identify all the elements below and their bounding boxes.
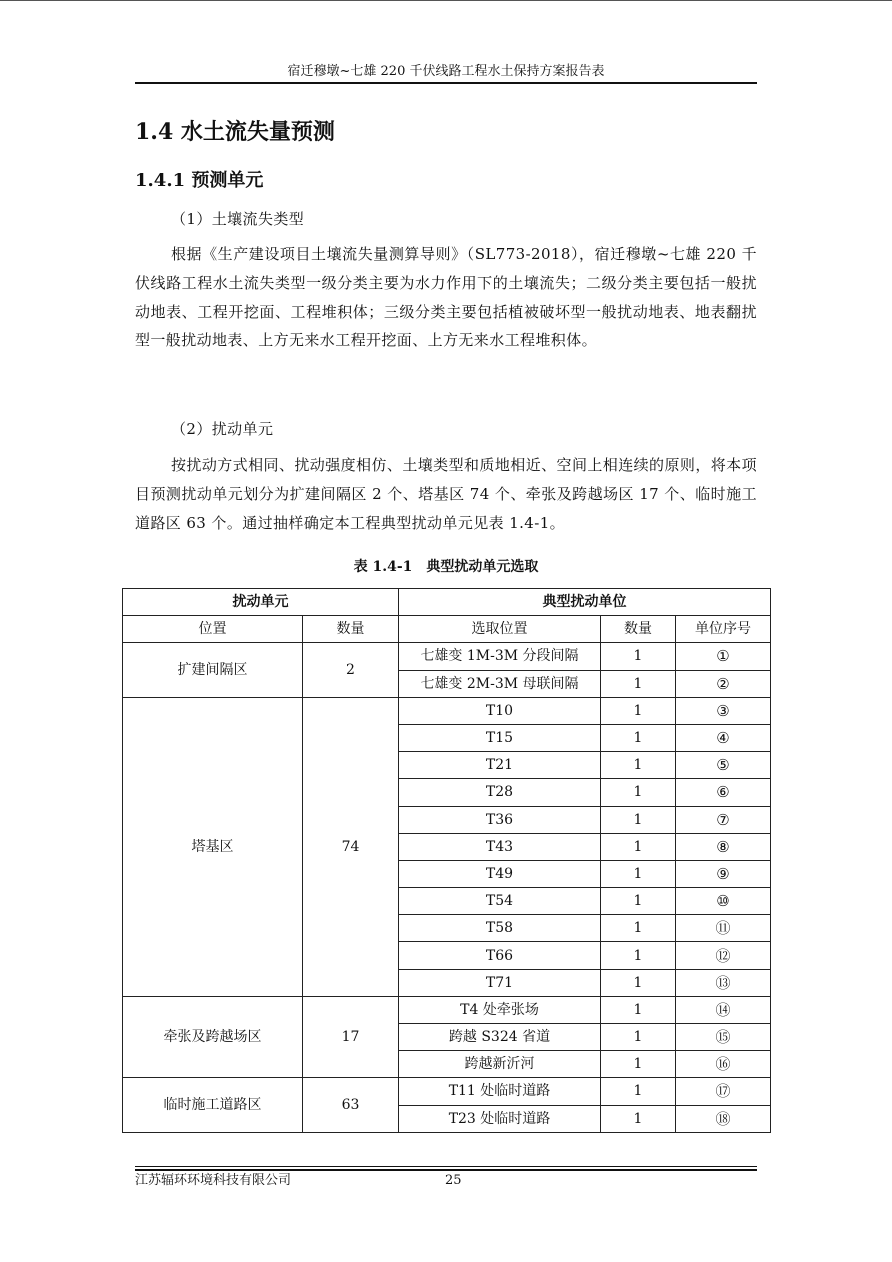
- cell-seq: ①: [676, 643, 771, 670]
- cell-count: 2: [303, 643, 399, 697]
- cell-seq: ⑭: [676, 996, 771, 1023]
- cell-qty: 1: [601, 833, 676, 860]
- cell-site: T36: [399, 806, 601, 833]
- cell-seq: ⑱: [676, 1105, 771, 1132]
- footer-rule-thin: [135, 1166, 757, 1167]
- cell-seq: ⑦: [676, 806, 771, 833]
- column-header-count: 数量: [303, 616, 399, 643]
- cell-qty: 1: [601, 860, 676, 887]
- cell-site: T11 处临时道路: [399, 1078, 601, 1105]
- item2-body: 按扰动方式相同、扰动强度相仿、土壤类型和质地相近、空间上相连续的原则，将本项目预测扰动单元划分为扩建间隔区 2 个、塔基区 74 个、牵张及跨越场区 17 个、临时施工道路区 63 个。通过抽样确定本工程典型扰动单元见表 1.4-1。: [135, 456, 757, 532]
- group-header-typical-unit: 典型扰动单位: [399, 589, 771, 616]
- cell-site: 七雄变 2M-3M 母联间隔: [399, 670, 601, 697]
- cell-count: 63: [303, 1078, 399, 1132]
- cell-site: T66: [399, 942, 601, 969]
- cell-qty: 1: [601, 1024, 676, 1051]
- page-top-border: [0, 0, 892, 1]
- cell-qty: 1: [601, 1078, 676, 1105]
- disturbance-units-table: [122, 588, 771, 1133]
- cell-qty: 1: [601, 697, 676, 724]
- table-row: [123, 643, 771, 670]
- cell-site: 跨越 S324 省道: [399, 1024, 601, 1051]
- cell-qty: 1: [601, 752, 676, 779]
- cell-qty: 1: [601, 1051, 676, 1078]
- table-group-header-row: [123, 589, 771, 616]
- cell-site: 七雄变 1M-3M 分段间隔: [399, 643, 601, 670]
- cell-seq: ③: [676, 697, 771, 724]
- cell-qty: 1: [601, 888, 676, 915]
- cell-qty: 1: [601, 969, 676, 996]
- cell-count: 74: [303, 697, 399, 996]
- cell-count: 17: [303, 996, 399, 1078]
- item2-title: （2）扰动单元: [171, 420, 274, 438]
- cell-site: T21: [399, 752, 601, 779]
- column-header-location: 位置: [123, 616, 303, 643]
- table-row: [123, 697, 771, 724]
- cell-seq: ⑪: [676, 915, 771, 942]
- table-column-header-row: [123, 616, 771, 643]
- cell-qty: 1: [601, 779, 676, 806]
- cell-qty: 1: [601, 996, 676, 1023]
- cell-seq: ⑧: [676, 833, 771, 860]
- cell-qty: 1: [601, 643, 676, 670]
- cell-location: 临时施工道路区: [123, 1078, 303, 1132]
- cell-qty: 1: [601, 724, 676, 751]
- table-caption: 表 1.4-1 典型扰动单元选取: [353, 559, 539, 575]
- group-header-disturbance-unit: 扰动单元: [123, 589, 399, 616]
- cell-qty: 1: [601, 670, 676, 697]
- cell-site: T4 处牵张场: [399, 996, 601, 1023]
- item1-body: 根据《生产建设项目土壤流失量测算导则》（SL773-2018），宿迁穆墩~七雄 220 千伏线路工程水土流失类型一级分类主要为水力作用下的土壤流失；二级分类主要包括一般扰动地表、工程开挖面、工程堆积体；三级分类主要包括植被破坏型一般扰动地表、地表翻扰型一般扰动地表、上方无来水工程开挖面、上方无来水工程堆积体。: [135, 245, 757, 350]
- cell-qty: 1: [601, 806, 676, 833]
- cell-seq: ⑨: [676, 860, 771, 887]
- cell-seq: ⑰: [676, 1078, 771, 1105]
- cell-qty: 1: [601, 1105, 676, 1132]
- footer-company: 江苏辐环环境科技有限公司: [135, 1173, 292, 1188]
- cell-location: 扩建间隔区: [123, 643, 303, 697]
- cell-location: 塔基区: [123, 697, 303, 996]
- footer-rule-thick: [135, 1169, 757, 1171]
- column-header-qty: 数量: [601, 616, 676, 643]
- cell-qty: 1: [601, 915, 676, 942]
- cell-seq: ⑬: [676, 969, 771, 996]
- cell-site: 跨越新沂河: [399, 1051, 601, 1078]
- cell-seq: ⑤: [676, 752, 771, 779]
- column-header-seq: 单位序号: [676, 616, 771, 643]
- table-row: [123, 996, 771, 1023]
- subsection-heading: 1.4.1 预测单元: [135, 170, 264, 191]
- cell-site: T54: [399, 888, 601, 915]
- cell-site: T71: [399, 969, 601, 996]
- cell-site: T15: [399, 724, 601, 751]
- running-header: 宿迁穆墩~七雄 220 千伏线路工程水土保持方案报告表: [287, 64, 605, 79]
- cell-seq: ⑥: [676, 779, 771, 806]
- cell-seq: ⑯: [676, 1051, 771, 1078]
- column-header-site: 选取位置: [399, 616, 601, 643]
- cell-site: T58: [399, 915, 601, 942]
- cell-seq: ④: [676, 724, 771, 751]
- cell-site: T43: [399, 833, 601, 860]
- header-rule: [135, 82, 757, 84]
- page-number: 25: [445, 1173, 462, 1188]
- cell-seq: ②: [676, 670, 771, 697]
- table-row: [123, 1078, 771, 1105]
- cell-seq: ⑮: [676, 1024, 771, 1051]
- cell-site: T49: [399, 860, 601, 887]
- item1-title: （1）土壤流失类型: [171, 210, 305, 228]
- cell-site: T10: [399, 697, 601, 724]
- cell-site: T23 处临时道路: [399, 1105, 601, 1132]
- cell-location: 牵张及跨越场区: [123, 996, 303, 1078]
- cell-qty: 1: [601, 942, 676, 969]
- cell-seq: ⑫: [676, 942, 771, 969]
- section-heading: 1.4 水土流失量预测: [135, 119, 335, 145]
- cell-seq: ⑩: [676, 888, 771, 915]
- cell-site: T28: [399, 779, 601, 806]
